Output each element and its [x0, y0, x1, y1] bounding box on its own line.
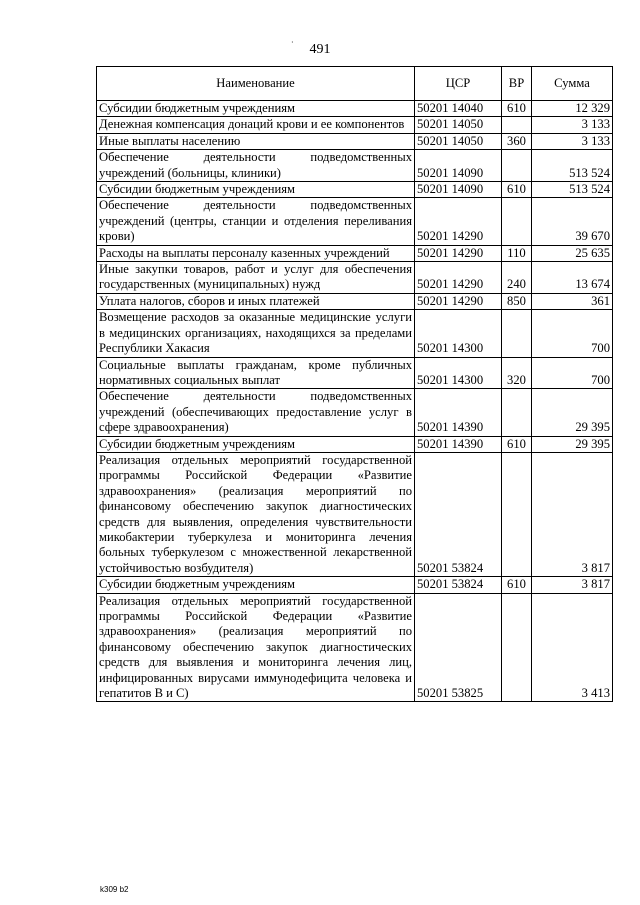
- footer-code: k309 b2: [100, 885, 129, 894]
- row-name: Субсидии бюджетным учреждениям: [97, 101, 415, 117]
- row-csr: 50201 53824: [415, 577, 502, 593]
- row-name: Социальные выплаты гражданам, кроме публичных нормативных социальных выплат: [97, 357, 415, 389]
- row-sum: 3 133: [532, 117, 613, 133]
- row-sum: 3 413: [532, 593, 613, 702]
- table-row: [97, 245, 613, 261]
- row-csr: 50201 14290: [415, 245, 502, 261]
- row-name: Иные закупки товаров, работ и услуг для обеспечения государственных (муниципальных) нужд: [97, 262, 415, 294]
- table-row: [97, 198, 613, 245]
- table-row: [97, 310, 613, 357]
- row-sum: 700: [532, 357, 613, 389]
- table-header-row: [97, 67, 613, 101]
- row-vr: [502, 117, 532, 133]
- table-row: [97, 293, 613, 309]
- row-sum: 3 817: [532, 577, 613, 593]
- header-sum: Сумма: [532, 67, 613, 101]
- row-name: Субсидии бюджетным учреждениям: [97, 577, 415, 593]
- table-row: [97, 101, 613, 117]
- row-name: Обеспечение деятельности подведомственных учреждений (центры, станции и отделения переливания крови): [97, 198, 415, 245]
- row-csr: 50201 14050: [415, 133, 502, 149]
- row-vr: 610: [502, 436, 532, 452]
- row-vr: 320: [502, 357, 532, 389]
- row-vr: 610: [502, 101, 532, 117]
- row-csr: 50201 14300: [415, 357, 502, 389]
- row-vr: 360: [502, 133, 532, 149]
- row-vr: 610: [502, 182, 532, 198]
- row-name: Обеспечение деятельности подведомственных учреждений (обеспечивающих предоставление услуг в сфере здравоохранения): [97, 389, 415, 436]
- table-row: [97, 262, 613, 294]
- table-row: [97, 593, 613, 702]
- row-sum: 39 670: [532, 198, 613, 245]
- row-csr: 50201 14090: [415, 150, 502, 182]
- row-sum: 700: [532, 310, 613, 357]
- row-csr: 50201 14040: [415, 101, 502, 117]
- row-name: Реализация отдельных мероприятий государственной программы Российской Федерации «Развитие здравоохранения» (реализация мероприятий по финансовому обеспечению закупок диагностических средств для выявления и мониторинга лечения лиц, инфицированных вирусами иммунодефицита человека и гепатитов В и С): [97, 593, 415, 702]
- row-vr: [502, 593, 532, 702]
- table-row: [97, 357, 613, 389]
- table-row: [97, 389, 613, 436]
- table-row: [97, 150, 613, 182]
- row-sum: 3 133: [532, 133, 613, 149]
- row-csr: 50201 14300: [415, 310, 502, 357]
- row-csr: 50201 53825: [415, 593, 502, 702]
- row-sum: 3 817: [532, 452, 613, 576]
- row-sum: 12 329: [532, 101, 613, 117]
- row-csr: 50201 53824: [415, 452, 502, 576]
- row-name: Расходы на выплаты персоналу казенных учреждений: [97, 245, 415, 261]
- row-sum: 29 395: [532, 389, 613, 436]
- table-row: [97, 452, 613, 576]
- row-sum: 361: [532, 293, 613, 309]
- header-name: Наименование: [97, 67, 415, 101]
- row-csr: 50201 14290: [415, 262, 502, 294]
- table-row: [97, 133, 613, 149]
- row-vr: [502, 310, 532, 357]
- row-vr: 240: [502, 262, 532, 294]
- row-vr: 850: [502, 293, 532, 309]
- row-vr: [502, 150, 532, 182]
- row-vr: [502, 389, 532, 436]
- row-name: Иные выплаты населению: [97, 133, 415, 149]
- row-vr: [502, 198, 532, 245]
- page-number: 491: [309, 42, 331, 57]
- row-csr: 50201 14290: [415, 293, 502, 309]
- row-name: Уплата налогов, сборов и иных платежей: [97, 293, 415, 309]
- table-row: [97, 182, 613, 198]
- row-name: Субсидии бюджетным учреждениям: [97, 436, 415, 452]
- row-vr: 610: [502, 577, 532, 593]
- row-name: Обеспечение деятельности подведомственных учреждений (больницы, клиники): [97, 150, 415, 182]
- row-sum: 29 395: [532, 436, 613, 452]
- row-sum: 513 524: [532, 150, 613, 182]
- row-vr: 110: [502, 245, 532, 261]
- budget-table: [96, 66, 613, 702]
- row-sum: 25 635: [532, 245, 613, 261]
- row-sum: 13 674: [532, 262, 613, 294]
- row-csr: 50201 14390: [415, 436, 502, 452]
- row-csr: 50201 14050: [415, 117, 502, 133]
- scan-dot: ·: [291, 38, 294, 47]
- header-vr: ВР: [502, 67, 532, 101]
- row-name: Субсидии бюджетным учреждениям: [97, 182, 415, 198]
- table-row: [97, 436, 613, 452]
- table-row: [97, 577, 613, 593]
- row-sum: 513 524: [532, 182, 613, 198]
- row-name: Реализация отдельных мероприятий государственной программы Российской Федерации «Развитие здравоохранения» (реализация мероприятий по финансовому обеспечению закупок диагностических средств для выявления, определения чувствительности микобактерии туберкулеза и мониторинга лечения больных туберкулезом с множественной лекарственной устойчивостью возбудителя): [97, 452, 415, 576]
- row-csr: 50201 14390: [415, 389, 502, 436]
- row-name: Денежная компенсация донаций крови и ее компонентов: [97, 117, 415, 133]
- row-name: Возмещение расходов за оказанные медицинские услуги в медицинских организациях, находящихся за пределами Республики Хакасия: [97, 310, 415, 357]
- row-csr: 50201 14090: [415, 182, 502, 198]
- row-vr: [502, 452, 532, 576]
- header-csr: ЦСР: [415, 67, 502, 101]
- table-row: [97, 117, 613, 133]
- row-csr: 50201 14290: [415, 198, 502, 245]
